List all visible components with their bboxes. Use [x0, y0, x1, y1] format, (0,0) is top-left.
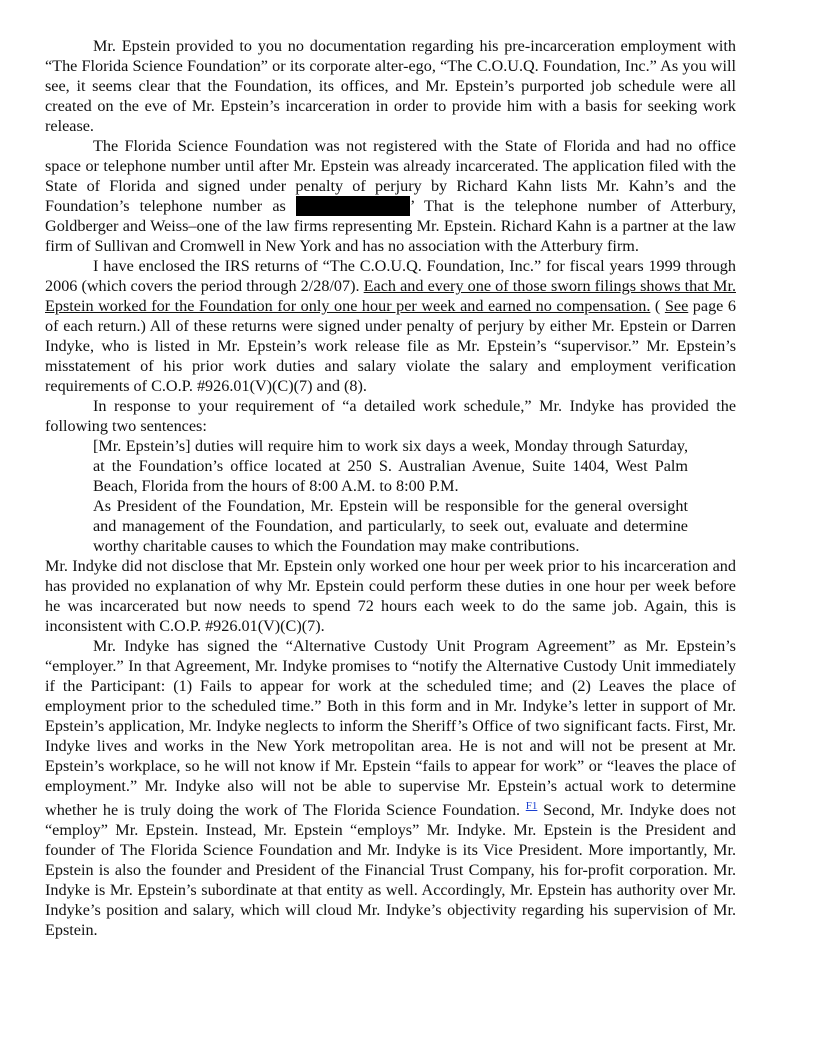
paragraph-1: Mr. Epstein provided to you no documentation regarding his pre-incarceration employment with “The Florida Science Foundation” or its corporate alter-ego, “The C.O.U.Q. Foundation, Inc.” As you will see, it seems clear that the Foundation, its offices, and Mr. Epstein’s purported job schedule were all created on the eve of Mr. Epstein’s incarceration in order to provide him with a basis for seeking work release.: [45, 37, 736, 135]
paragraph-4: In response to your requirement of “a detailed work schedule,” Mr. Indyke has provided the following two sentences:: [45, 397, 736, 435]
paragraph-6-text-a: Mr. Indyke has signed the “Alternative Custody Unit Program Agreement” as Mr. Epstein’s “employer.” In that Agreement, Mr. Indyke promises to “notify the Alternative Custody Unit immediately if the Participant: (1) Fails to appear for work at the scheduled time; and (2) Leaves the place of employment prior to the scheduled time.” Both in this form and in Mr. Indyke’s letter in support of Mr. Epstein’s application, Mr. Indyke neglects to inform the Sheriff’s Office of two significant facts. First, Mr. Indyke lives and works in the New York metropolitan area. He is not and will not be present at Mr. Epstein’s workplace, so he will not know if Mr. Epstein “fails to appear for work” or “leaves the place of employment.” Mr. Indyke also will not be able to supervise Mr. Epstein’s actual work to determine whether he is truly doing the work of The Florida Science Foundation.: [45, 637, 736, 819]
paragraph-6: [45, 636, 736, 940]
paragraph-2-text-b: ’ That is the telephone number of Atterbury, Goldberger and Weiss–one of the law firms representing Mr. Epstein. Richard Kahn is a partner at the law firm of Sullivan and Cromwell in New York and has no association with the Atterbury firm.: [45, 197, 736, 255]
paragraph-2-text-a: The Florida Science Foundation was not registered with the State of Florida and had no office space or telephone number until after Mr. Epstein was already incarcerated. The application filed with the State of Florida and signed under penalty of perjury by Richard Kahn lists Mr. Kahn’s and the Foundation’s telephone number as: [45, 137, 736, 215]
paragraph-5: Mr. Indyke did not disclose that Mr. Epstein only worked one hour per week prior to his incarceration and has provided no explanation of why Mr. Epstein could perform these duties in one hour per week before he was incarcerated but now needs to spend 72 hours each week to do the same job. Again, this is inconsistent with C.O.P. #926.01(V)(C)(7).: [45, 557, 736, 635]
underlined-sworn-filings: Each and every one of those sworn filings shows that Mr. Epstein worked for the Foundation for only one hour per week and earned no compensation.: [45, 277, 736, 315]
paragraph-3-text-c: page 6 of each return.) All of these returns were signed under penalty of perjury by either Mr. Epstein or Darren Indyke, who is listed in Mr. Epstein’s work release file as Mr. Epstein’s “supervisor.” Mr. Epstein’s misstatement of his prior work duties and salary violate the salary and employment verification requirements of C.O.P. #926.01(V)(C)(7) and (8).: [45, 297, 737, 395]
paragraph-2: [45, 136, 736, 256]
paragraph-3: [45, 256, 736, 396]
paragraph-3-text-b: (: [650, 297, 665, 315]
paragraph-3-text-a: I have enclosed the IRS returns of “The C.O.U.Q. Foundation, Inc.” for fiscal years 1999 through 2006 (which covers the period through 2/28/07).: [45, 257, 736, 295]
block-quote-2: As President of the Foundation, Mr. Epstein will be responsible for the general oversight and management of the Foundation, and particularly, to seek out, evaluate and determine worthy charitable causes to which the Foundation may make contributions.: [93, 497, 688, 555]
footnote-link[interactable]: F1: [525, 800, 538, 812]
block-quote-1: [Mr. Epstein’s] duties will require him to work six days a week, Monday through Saturday, at the Foundation’s office located at 250 S. Australian Avenue, Suite 1404, West Palm Beach, Florida from the hours of 8:00 A.M. to 8:00 P.M.: [93, 437, 688, 495]
underlined-see: See: [664, 297, 689, 315]
redaction-box: [296, 196, 410, 216]
paragraph-6-text-b: Second, Mr. Indyke does not “employ” Mr. Epstein. Instead, Mr. Epstein “employs” Mr. Indyke. Mr. Epstein is the President and founder of The Florida Science Foundation and Mr. Indyke is its Vice President. More importantly, Mr. Epstein is also the founder and President of the Financial Trust Company, his for-profit corporation. Mr. Indyke is Mr. Epstein’s subordinate at that entity as well. Accordingly, Mr. Epstein has authority over Mr. Indyke’s position and salary, which will cloud Mr. Indyke’s objectivity regarding his supervision of Mr. Epstein.: [45, 801, 736, 939]
document-page: [45, 36, 736, 940]
